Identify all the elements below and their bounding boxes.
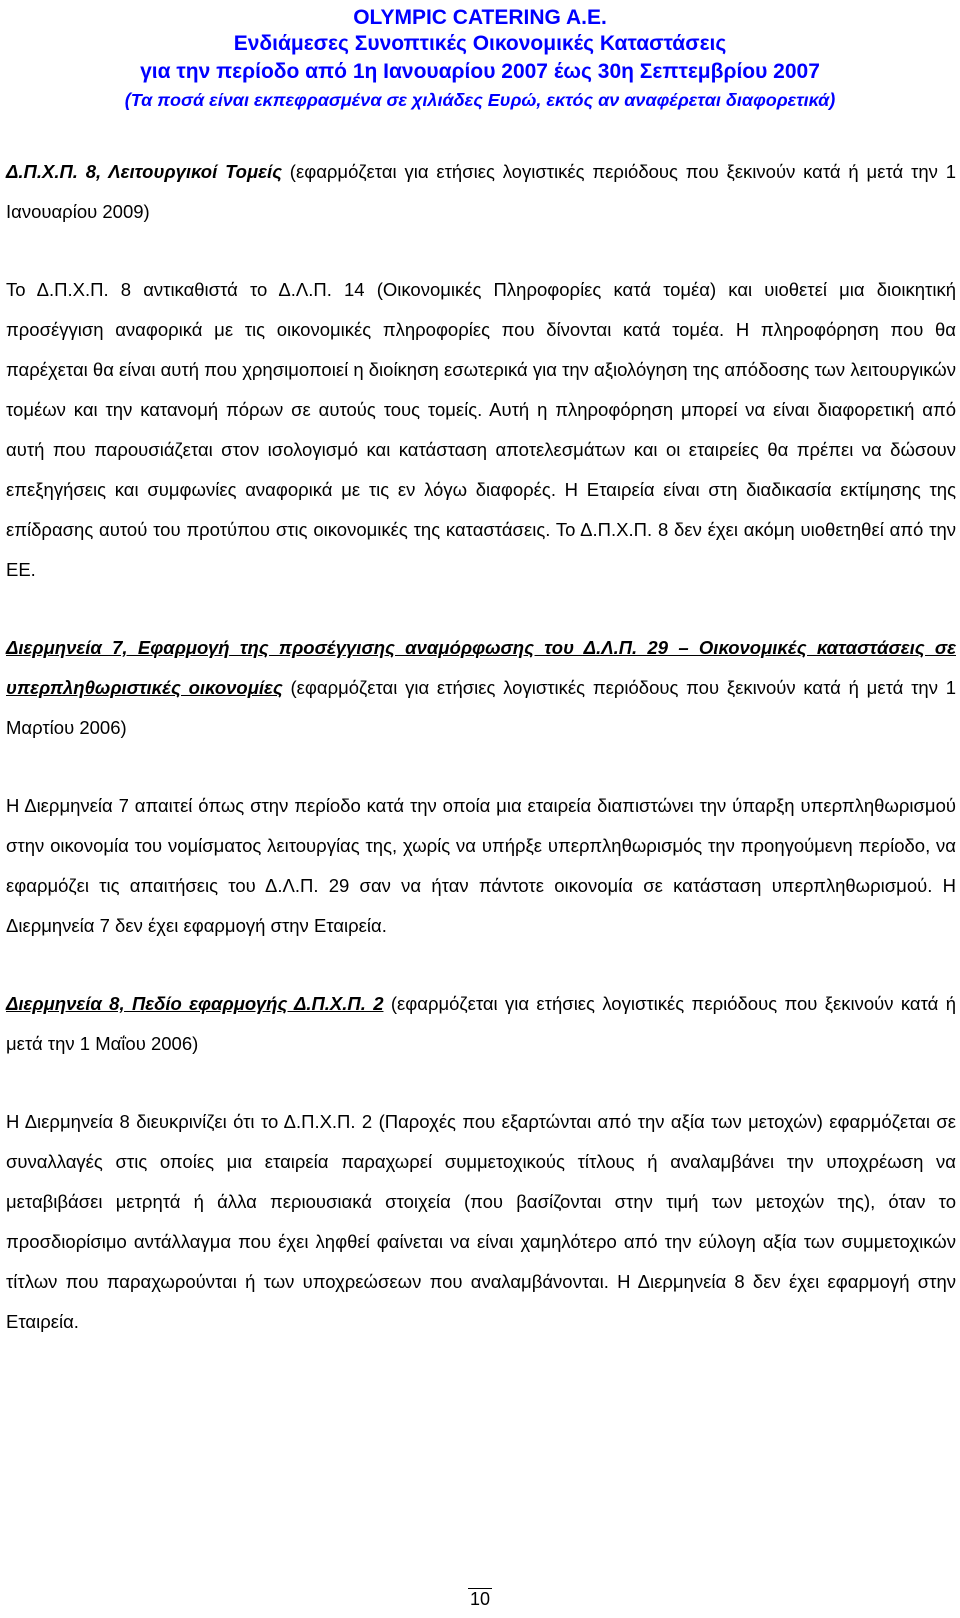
- ifrs8-heading: [6, 152, 956, 232]
- document-body: [6, 152, 956, 1380]
- report-header: [0, 6, 960, 114]
- report-title: Ενδιάμεσες Συνοπτικές Οικονομικές Καταστάσεις: [233, 32, 727, 55]
- ifric8-heading: [6, 984, 956, 1064]
- ifric8-heading-effective: (εφαρμόζεται για ετήσιες λογιστικές περιόδους που ξεκινούν κατά ή μετά την 1 Μαΐου 2006): [6, 993, 956, 1054]
- page-number-text: 10: [469, 1589, 491, 1609]
- ifric7-heading: [6, 628, 956, 748]
- ifric8-heading-title: Διερμηνεία 8, Πεδίο εφαρμογής Δ.Π.Χ.Π. 2: [6, 993, 384, 1014]
- ifric8-body: Η Διερμηνεία 8 διευκρινίζει ότι το Δ.Π.Χ.Π. 2 (Παροχές που εξαρτώνται από την αξία των μετοχών) εφαρμόζεται σε συναλλαγές στις οποίες μια εταιρεία παραχωρεί συμμετοχικούς τίτλους ή αναλαμβάνει την υποχρέωση να μεταβιβάσει μετρητά ή άλλα περιουσιακά στοιχεία (που βασίζονται στην τιμή των μετοχών της), όταν το προσδιορίσιμο αντάλλαγμα που έχει ληφθεί φαίνεται να είναι χαμηλότερο από την εύλογη αξία των συμμετοχικών τίτλων που παραχωρούνται ή των υποχρεώσεων που αναλαμβάνονται. Η Διερμηνεία 8 δεν έχει εφαρμογή στην Εταιρεία.: [6, 1111, 956, 1332]
- ifrs8-heading-title: Δ.Π.Χ.Π. 8, Λειτουργικοί Τομείς: [6, 161, 282, 182]
- ifrs8-heading-effective: (εφαρμόζεται για ετήσιες λογιστικές περιόδους που ξεκινούν κατά ή μετά την 1 Ιανουαρίου 2009): [6, 161, 956, 222]
- company-name: OLYMPIC CATERING A.E.: [353, 6, 607, 29]
- ifrs8-body: Το Δ.Π.Χ.Π. 8 αντικαθιστά το Δ.Λ.Π. 14 (Οικονομικές Πληροφορίες κατά τομέα) και υιοθετεί μια διοικητική προσέγγιση αναφορικά με τις οικονομικές πληροφορίες που δίνονται κατά τομέα. Η πληροφόρηση που θα παρέχεται θα είναι αυτή που χρησιμοποιεί η διοίκηση εσωτερικά για την αξιολόγηση της απόδοσης των λειτουργικών τομέων και την κατανομή πόρων σε αυτούς τους τομείς. Αυτή η πληροφόρηση μπορεί να είναι διαφορετική από αυτή που παρουσιάζεται στον ισολογισμό και κατάσταση αποτελεσμάτων και οι εταιρείες θα πρέπει να δώσουν επεξηγήσεις και συμφωνίες αναφορικά με τις εν λόγω διαφορές. Η Εταιρεία είναι στη διαδικασία εκτίμησης της επίδρασης αυτού του προτύπου στις οικονομικές της καταστάσεις. Το Δ.Π.Χ.Π. 8 δεν έχει ακόμη υιοθετηθεί από την ΕΕ.: [6, 279, 956, 580]
- ifric7-body: Η Διερμηνεία 7 απαιτεί όπως στην περίοδο κατά την οποία μια εταιρεία διαπιστώνει την ύπαρξη υπερπληθωρισμού στην οικονομία του νομίσματος λειτουργίας της, χωρίς να υπήρξε υπερπληθωρισμός την προηγούμενη περίοδο, να εφαρμόζει τις απαιτήσεις του Δ.Λ.Π. 29 σαν να ήταν πάντοτε οικονομία σε κατάσταση υπερπληθωρισμού. Η Διερμηνεία 7 δεν έχει εφαρμογή στην Εταιρεία.: [6, 795, 956, 936]
- currency-note: (Τα ποσά είναι εκπεφρασμένα σε χιλιάδες Ευρώ, εκτός αν αναφέρεται διαφορετικά): [124, 90, 836, 110]
- ifric7-heading-title: Διερμηνεία 7, Εφαρμογή της προσέγγισης αναμόρφωσης του Δ.Λ.Π. 29 – Οικονομικές καταστάσεις σε υπερπληθωριστικές οικονομίες: [6, 637, 956, 698]
- page-number: [0, 1588, 960, 1610]
- ifric7-heading-effective: (εφαρμόζεται για ετήσιες λογιστικές περιόδους που ξεκινούν κατά ή μετά την 1 Μαρτίου 2006): [6, 677, 957, 738]
- report-period: για την περίοδο από 1η Ιανουαρίου 2007 έως 30η Σεπτεμβρίου 2007: [140, 60, 820, 83]
